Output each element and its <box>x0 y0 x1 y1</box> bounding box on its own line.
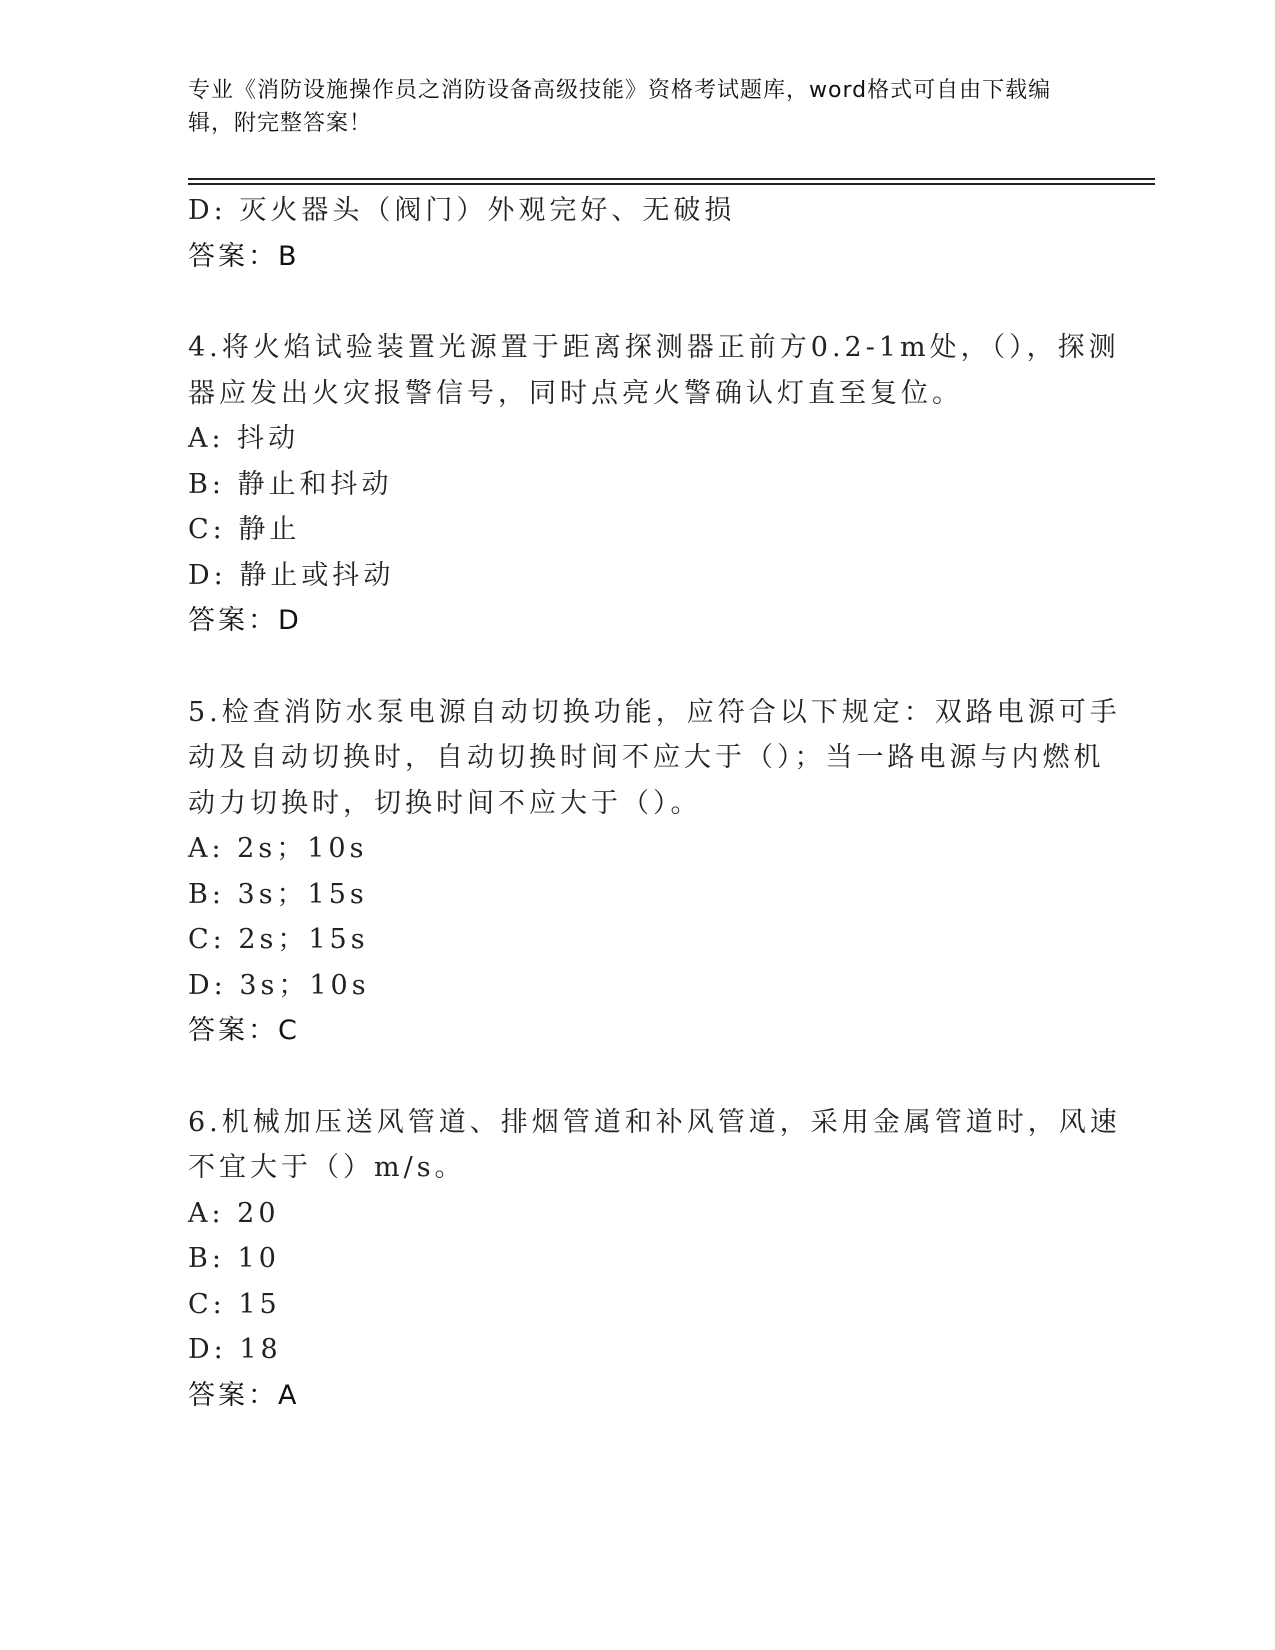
question-stem-line: 动力切换时，切换时间不应大于（）。 <box>188 787 702 819</box>
answer-line: 答案：D <box>188 605 302 636</box>
question-stem-line: 6.机械加压送风管道、排烟管道和补风管道，采用金属管道时，风速 <box>188 1106 1121 1138</box>
option-c: C: 2s；15s <box>188 924 369 955</box>
option-c: C: 静止 <box>188 514 301 545</box>
spacer <box>188 1054 1088 1100</box>
option-a: A: 2s；10s <box>188 833 368 864</box>
spacer <box>188 644 1088 690</box>
option-b: B: 静止和抖动 <box>188 468 393 500</box>
answer-line: 答案：A <box>188 1379 300 1411</box>
option-a: A: 抖动 <box>188 423 300 454</box>
option-b: B: 3s；15s <box>188 878 368 910</box>
option-d: D: 灭火器头（阀门）外观完好、无破损 <box>188 195 736 226</box>
answer-line: 答案：C <box>188 1015 300 1046</box>
spacer <box>188 279 1088 325</box>
question-stem-line: 动及自动切换时，自动切换时间不应大于（）；当一路电源与内燃机 <box>188 742 1105 773</box>
question-stem-line: 器应发出火灾报警信号，同时点亮火警确认灯直至复位。 <box>188 377 963 409</box>
page-header: 专业《消防设施操作员之消防设备高级技能》资格考试题库，word格式可自由下载编辑，附完整答案！ <box>188 78 1052 136</box>
option-a: A: 20 <box>188 1197 280 1229</box>
question-4 <box>188 325 1120 644</box>
question-stem-line: 不宜大于（）m/s。 <box>188 1152 466 1183</box>
option-d: D: 18 <box>188 1334 282 1365</box>
option-d: D: 3s；10s <box>188 969 370 1001</box>
option-b: B: 10 <box>188 1243 280 1274</box>
answer-line: 答案：B <box>188 240 300 272</box>
option-c: C: 15 <box>188 1288 281 1320</box>
header-divider-thick <box>188 183 1155 185</box>
header-divider-thin <box>188 178 1155 180</box>
question-5 <box>188 690 1121 1054</box>
question-stem-line: 4.将火焰试验装置光源置于距离探测器正前方0.2-1m处，（），探测 <box>188 332 1120 363</box>
option-d: D: 静止或抖动 <box>188 559 395 591</box>
question-list <box>188 188 1121 1418</box>
question-6 <box>188 1100 1121 1419</box>
question-3-tail <box>188 188 1088 279</box>
question-stem-line: 5.检查消防水泵电源自动切换功能，应符合以下规定：双路电源可手 <box>188 696 1121 728</box>
